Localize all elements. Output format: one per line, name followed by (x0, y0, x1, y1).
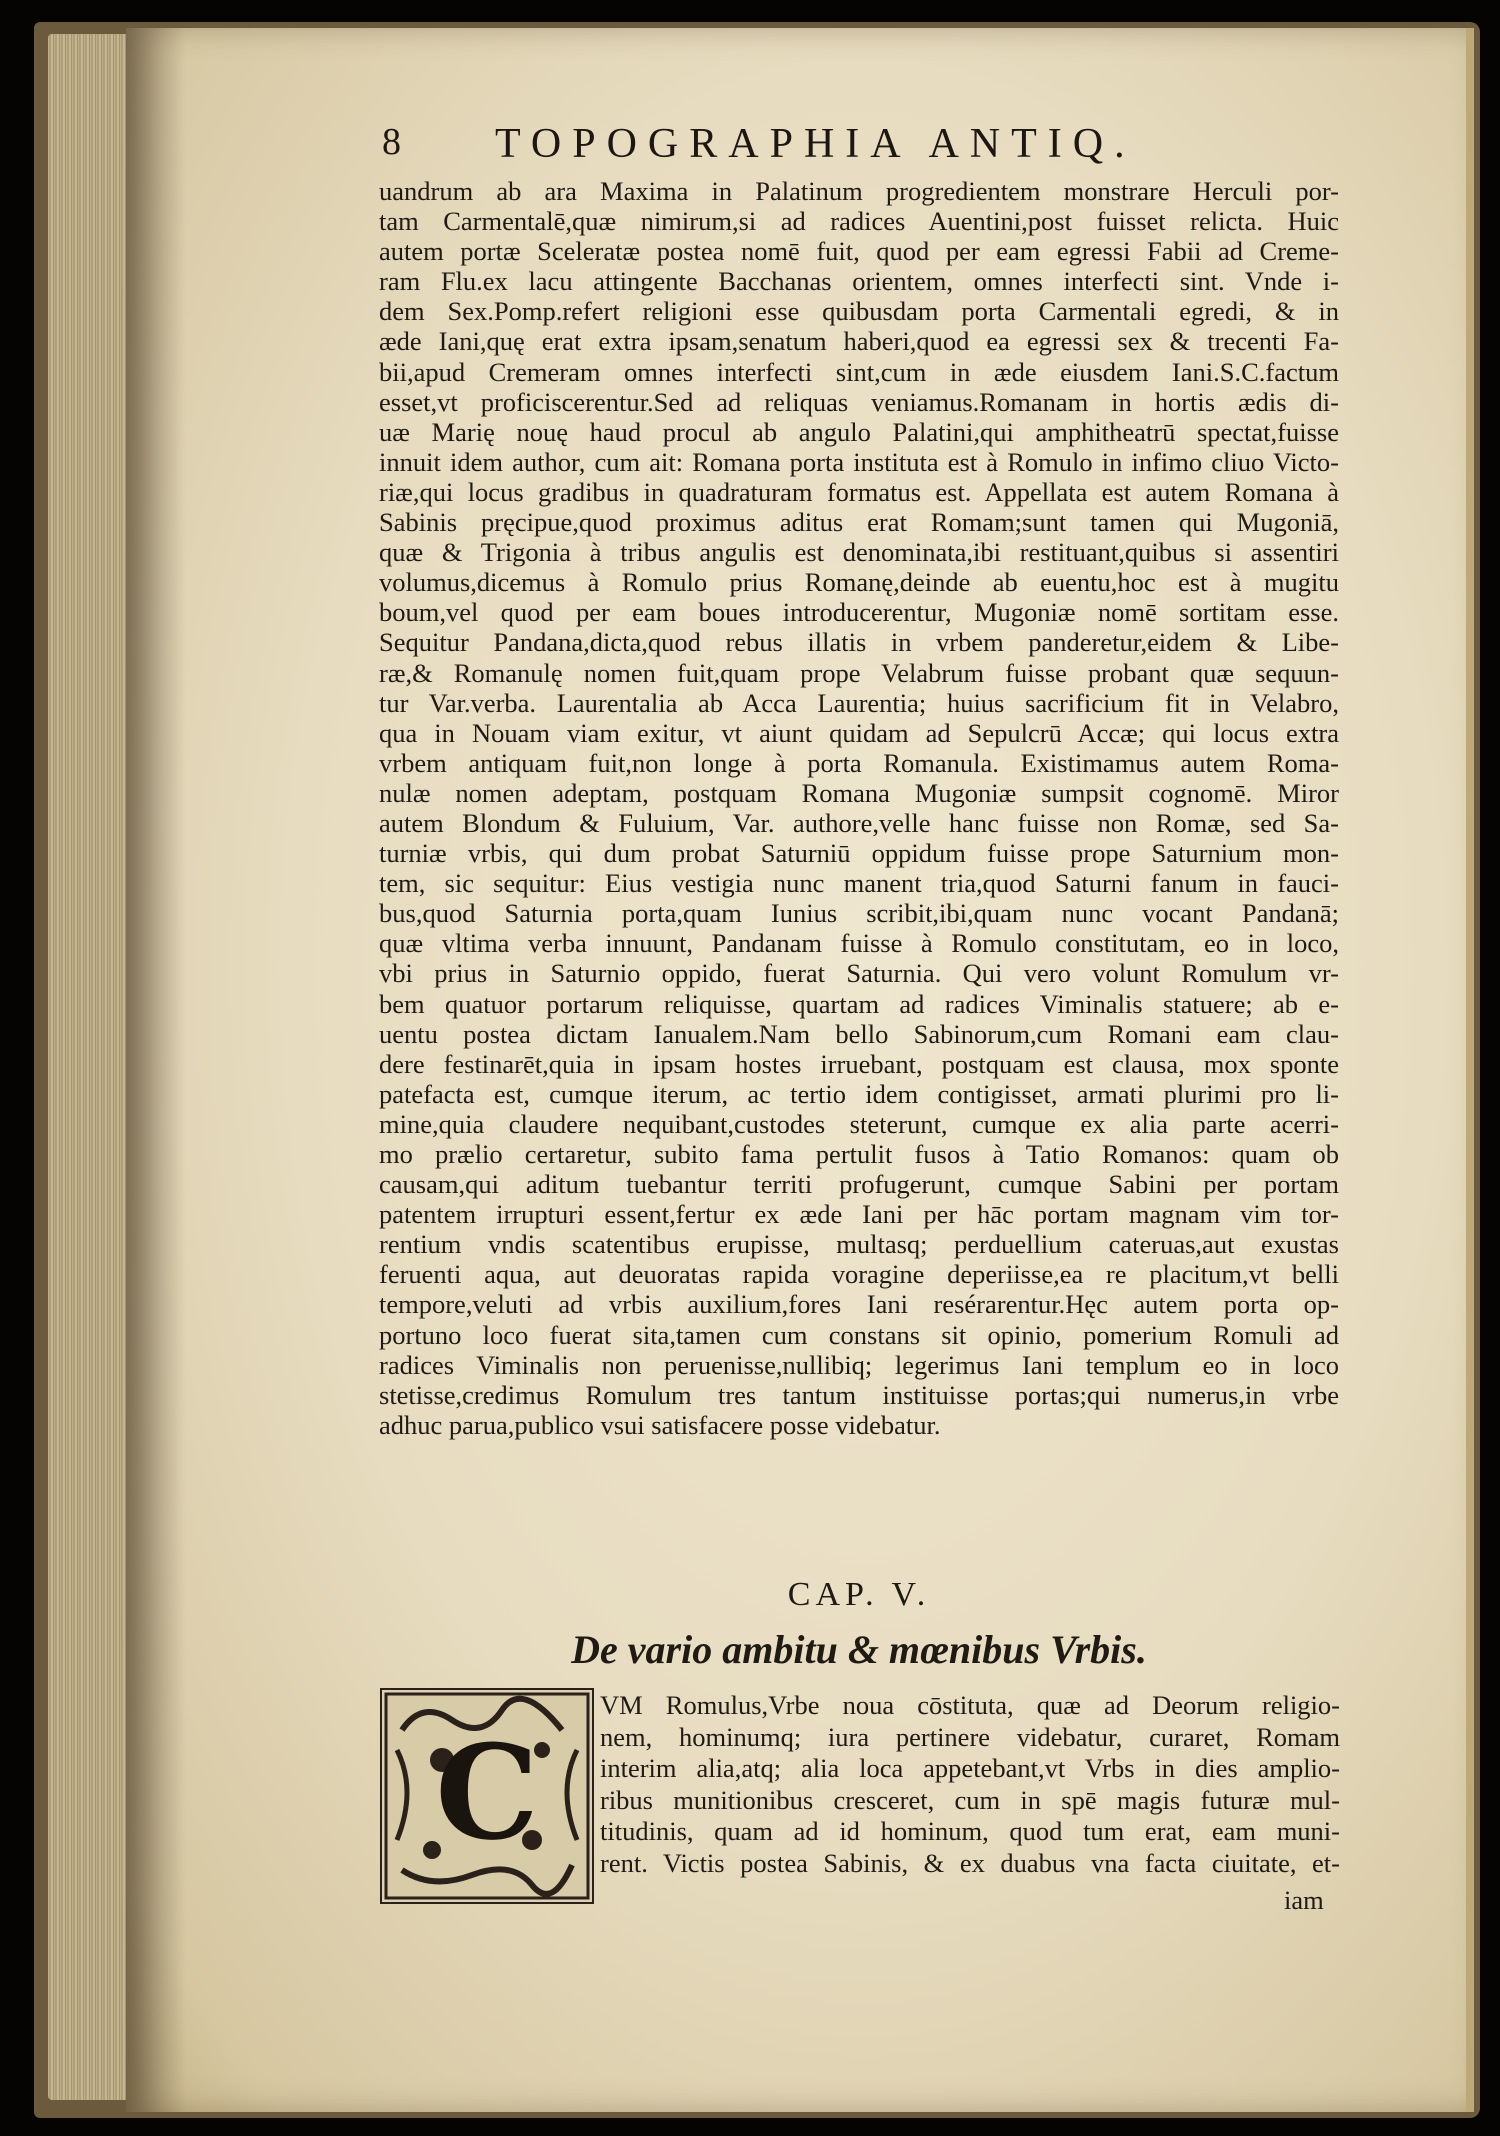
chapter-text (600, 1690, 1340, 1879)
body-line: uæ Marię nouę haud procul ab angulo Palatini,qui amphitheatrū spectat,fuisse (379, 416, 1339, 447)
body-line: Sabinis pręcipue,quod proximus aditus erat Romam;sunt tamen qui Mugoniā, (379, 507, 1339, 538)
body-line: esset,vt proficiscerentur.Sed ad reliquas veniamus.Romanam in hortis ædis di- (379, 386, 1339, 417)
body-line: vbi prius in Saturnio oppido, fuerat Saturnia. Qui vero volunt Romulum vr- (379, 958, 1339, 989)
body-line: volumus,dicemus à Romulo prius Romanę,deinde ab euentu,hoc est à mugitu (379, 567, 1339, 598)
body-line: tempore,veluti ad vrbis auxilium,fores Iani resérarentur.Hęc autem porta op- (379, 1289, 1339, 1320)
body-line: qua in Nouam viam exitur, vt aiunt quidam ad Sepulcrū Accæ; qui locus extra (379, 717, 1339, 748)
body-line: quæ & Trigonia à tribus angulis est denominata,ibi restituant,quibus si assentiri (379, 537, 1339, 568)
chapter-line: nem, hominumq; iura pertinere videbatur, curaret, Romam (600, 1721, 1340, 1752)
body-line: patentem irrupturi essent,fertur ex æde Iani per hāc portam magnam vim tor- (379, 1199, 1339, 1230)
body-line: nulæ nomen adeptam, postquam Romana Mugoniæ sumpsit cognomē. Miror (379, 777, 1339, 808)
body-line: riæ,qui locus gradibus in quadraturam formatus est. Appellata est autem Romana à (379, 476, 1339, 507)
chapter-line: rent. Victis postea Sabinis, & ex duabus vna facta ciuitate, et- (600, 1847, 1340, 1878)
body-line: tur Var.verba. Laurentalia ab Acca Laurentia; huius sacrificium fit in Velabro, (379, 687, 1339, 718)
chapter-line: ribus munitionibus cresceret, cum in spē magis futuræ mul- (600, 1784, 1340, 1815)
body-line: autem portæ Sceleratæ postea nomē fuit, quod per eam egressi Fabii ad Creme- (379, 236, 1339, 267)
svg-text:C: C (435, 1716, 539, 1869)
body-line: uentu postea dictam Ianualem.Nam bello Sabinorum,cum Romani eam clau- (379, 1018, 1339, 1049)
running-head: TOPOGRAPHIA ANTIQ. (495, 121, 1136, 167)
page-edges (48, 34, 138, 2100)
body-line: feruenti aqua, aut deuoratas rapida voragine deperiisse,ea re placitum,vt belli (379, 1259, 1339, 1290)
body-line: dere festinarēt,quia in ipsam hostes irruebant, postquam est clausa, mox sponte (379, 1048, 1339, 1079)
chapter-line: interim alia,atq; alia loca appetebant,vt Vrbs in dies amplio- (600, 1753, 1340, 1783)
body-line: quæ vltima verba innuunt, Pandanam fuisse à Romulo constitutam, eo in loco, (379, 928, 1339, 959)
body-line: dem Sex.Pomp.refert religioni esse quibusdam porta Carmentali egredi, & in (379, 296, 1339, 327)
chapter-line: VM Romulus,Vrbe noua cōstituta, quæ ad Deorum religio- (600, 1690, 1340, 1720)
body-line: tam Carmentalē,quæ nimirum,si ad radices Auentini,post fuisset relicta. Huic (379, 206, 1339, 237)
chapter-heading: CAP. V. (787, 1576, 931, 1613)
body-line: vrbem antiquam fuit,non longe à porta Romanula. Existimamus autem Roma- (379, 747, 1339, 778)
page-number: 8 (382, 121, 401, 163)
body-line: ræ,& Romanulę nomen fuit,quam prope Velabrum fuisse probant quæ sequun- (379, 657, 1339, 688)
body-line: bus,quod Saturnia porta,quam Iunius scribit,ibi,quam nunc vocant Pandanā; (379, 898, 1339, 929)
body-line: bem quatuor portarum reliquisse, quartam ad radices Viminalis statuere; ab e- (379, 988, 1339, 1019)
body-line: portuno loco fuerat sita,tamen cum constans sit opinio, pomerium Romuli ad (379, 1319, 1339, 1350)
body-line: patefacta est, cumque iterum, ac tertio idem contigisset, armati plurimi pro li- (379, 1078, 1339, 1109)
body-line: boum,vel quod per eam boues introducerentur, Mugoniæ nomē sortitam esse. (379, 597, 1339, 628)
body-line: uandrum ab ara Maxima in Palatinum progredientem monstrare Herculi por- (379, 176, 1339, 206)
body-line: bii,apud Cremeram omnes interfecti sint,cum in æde eiusdem Iani.S.C.factum (379, 356, 1339, 387)
body-line: mo prælio certaretur, subito fama pertulit fusos à Tatio Romanos: quam ob (379, 1139, 1339, 1169)
body-line: tem, sic sequitur: Eius vestigia nunc manent tria,quod Saturni fanum in fauci- (379, 868, 1339, 899)
chapter-title: De vario ambitu & mœnibus Vrbis. (571, 1627, 1147, 1672)
catchword: iam (1284, 1885, 1324, 1915)
body-line: Sequitur Pandana,dicta,quod rebus illatis in vrbem panderetur,eidem & Libe- (379, 627, 1339, 658)
body-text (379, 176, 1339, 1440)
decorated-initial (380, 1688, 594, 1904)
body-line: turniæ vrbis, qui dum probat Saturniū oppidum fuisse prope Saturnium mon- (379, 838, 1339, 869)
body-line: rentium vndis scatentibus erupisse, multasq; perduellium cateruas,aut exustas (379, 1229, 1339, 1260)
body-line: æde Iani,quę erat extra ipsam,senatum haberi,quod ea egressi sex & trecenti Fa- (379, 326, 1339, 357)
chapter-line: titudinis, quam ad id hominum, quod tum erat, eam muni- (600, 1816, 1340, 1846)
body-line: radices Viminalis non peruenisse,nullibiq; legerimus Iani templum eo in loco (379, 1349, 1339, 1380)
body-line: mine,quia claudere nequibant,custodes steterunt, cumque ex alia parte acerri- (379, 1108, 1339, 1139)
body-line: innuit idem author, cum ait: Romana porta instituta est à Romulo in infimo cliuo Victo- (379, 446, 1339, 477)
body-line: ram Flu.ex lacu attingente Bacchanas orientem, omnes interfecti sint. Vnde i- (379, 266, 1339, 297)
body-line: autem Blondum & Fuluium, Var. authore,velle hanc fuisse non Romæ, sed Sa- (379, 807, 1339, 838)
body-line: stetisse,credimus Romulum tres tantum instituisse portas;qui numerus,in vrbe (379, 1379, 1339, 1410)
body-line: causam,qui aditum tuebantur territi profugerunt, cumque Sabini per portam (379, 1169, 1339, 1200)
body-line: adhuc parua,publico vsui satisfacere posse videbatur. (379, 1409, 941, 1440)
